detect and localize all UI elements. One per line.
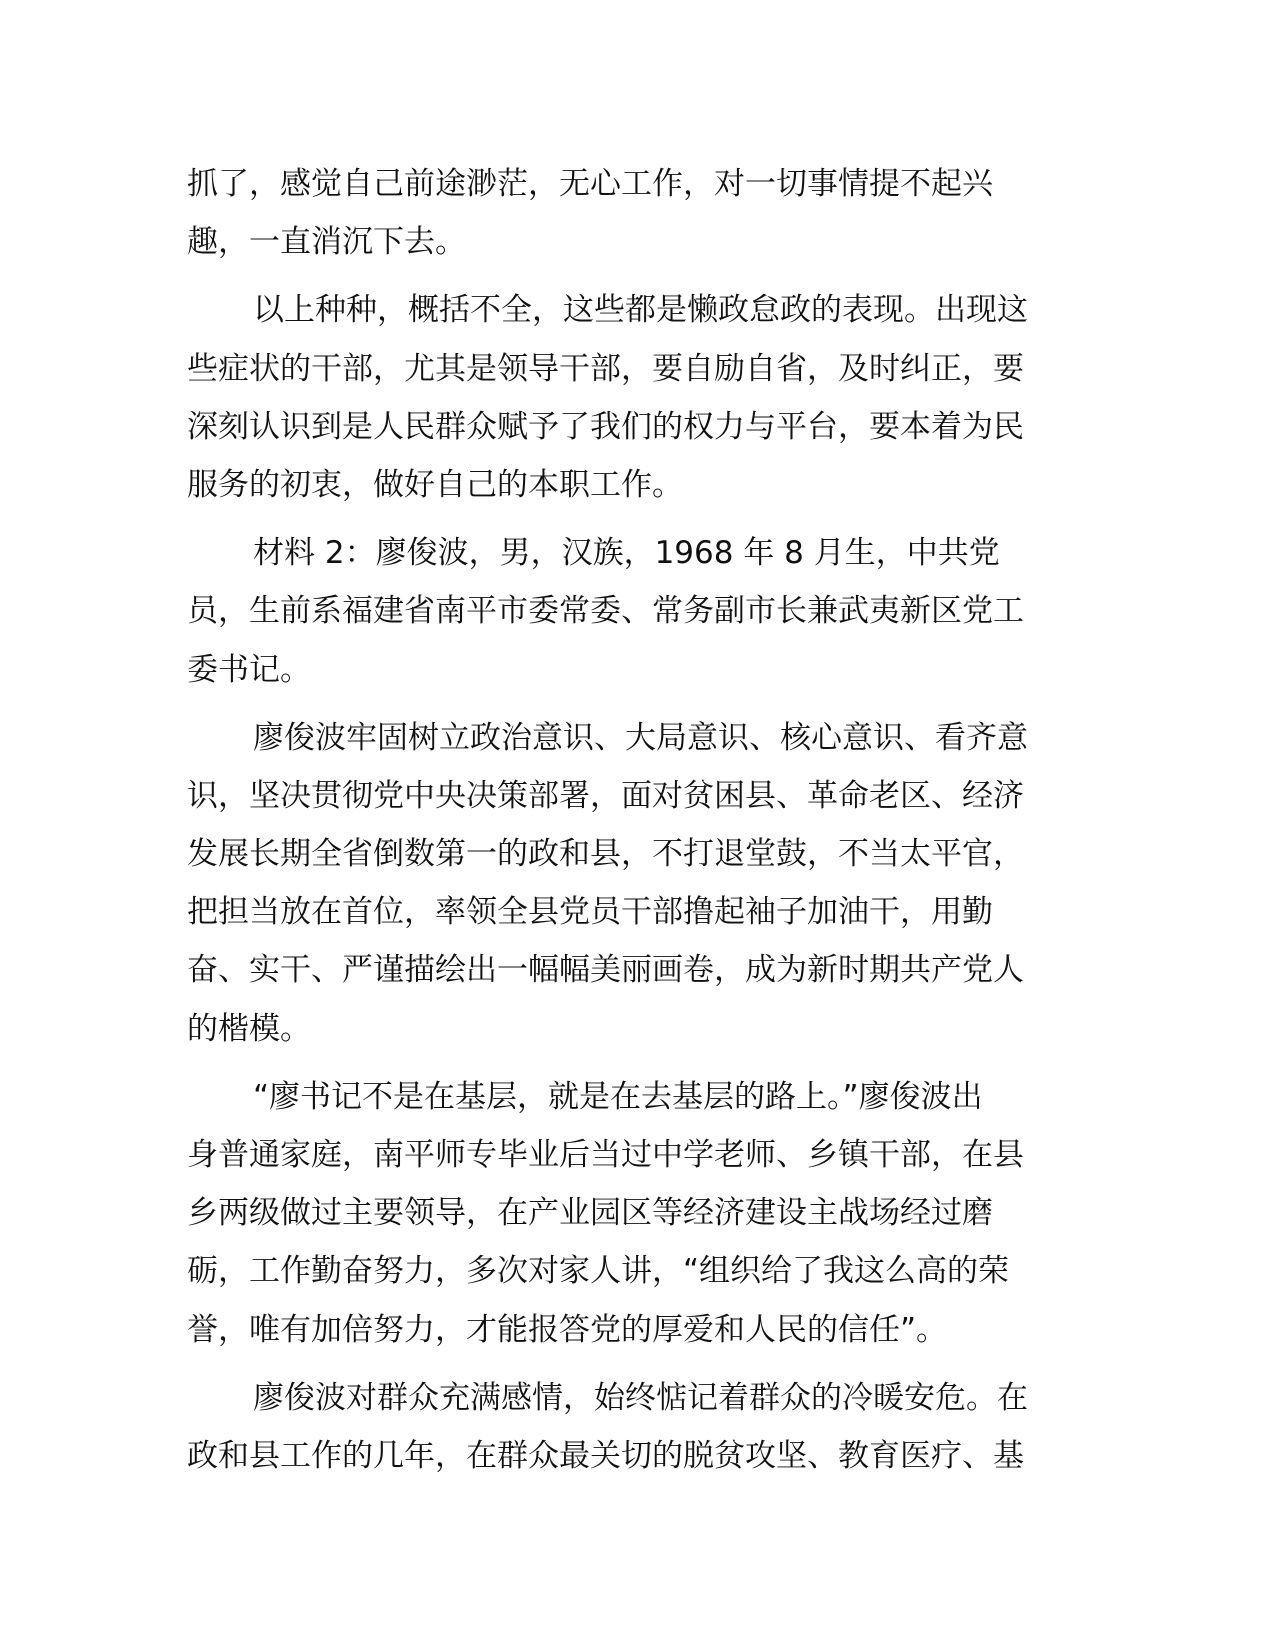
text-line: 材料 2：廖俊波，男，汉族，1968 年 8 月生，中共党 xyxy=(253,535,1000,572)
text-line: 以上种种，概括不全，这些都是懒政怠政的表现。出现这 xyxy=(253,292,1028,329)
paragraph-grassroots xyxy=(187,1068,1087,1359)
text-line: 廖俊波牢固树立政治意识、大局意识、核心意识、看齐意 xyxy=(253,719,1028,756)
text-line: 的楷模。 xyxy=(187,1010,311,1047)
text-line: 廖俊波对群众充满感情，始终惦记着群众的冷暖安危。在 xyxy=(253,1379,1028,1416)
text-line: 委书记。 xyxy=(187,651,311,688)
text-line: 识，坚决贯彻党中央决策部署，面对贫困县、革命老区、经济 xyxy=(187,777,1024,814)
text-line: 政和县工作的几年，在群众最关切的脱贫攻坚、教育医疗、基 xyxy=(187,1437,1024,1474)
text-line: 乡两级做过主要领导，在产业园区等经济建设主战场经过磨 xyxy=(187,1195,993,1232)
paragraph-political-awareness xyxy=(187,709,1087,1058)
text-line: 身普通家庭，南平师专毕业后当过中学老师、乡镇干部，在县 xyxy=(187,1137,1024,1173)
text-line: 服务的初衷，做好自己的本职工作。 xyxy=(187,466,683,503)
paragraph-material-2-intro xyxy=(187,524,1087,699)
paragraph-care-for-masses xyxy=(187,1369,1087,1485)
text-line: 深刻认识到是人民群众赋予了我们的权力与平台，要本着为民 xyxy=(187,408,1024,445)
paragraph-lazy-governance-summary xyxy=(187,281,1087,514)
text-line: 抓了，感觉自己前途渺茫，无心工作，对一切事情提不起兴 xyxy=(187,166,993,202)
text-line: “廖书记不是在基层，就是在去基层的路上。”廖俊波出 xyxy=(253,1078,983,1115)
text-line: 奋、实干、严谨描绘出一幅幅美丽画卷，成为新时期共产党人 xyxy=(187,952,1024,989)
text-line: 发展长期全省倒数第一的政和县，不打退堂鼓，不当太平官， xyxy=(187,836,1024,873)
text-line: 把担当放在首位，率领全县党员干部撸起袖子加油干，用勤 xyxy=(187,894,993,931)
document-body xyxy=(187,155,1087,1495)
paragraph-continuation xyxy=(187,155,1087,271)
text-line: 砺，工作勤奋努力，多次对家人讲，“组织给了我这么高的荣 xyxy=(187,1253,1010,1290)
text-line: 员，生前系福建省南平市委常委、常务副市长兼武夷新区党工 xyxy=(187,593,1024,630)
text-line: 趣，一直消沉下去。 xyxy=(187,224,466,261)
text-line: 些症状的干部，尤其是领导干部，要自励自省，及时纠正，要 xyxy=(187,350,1024,387)
text-line: 誉，唯有加倍努力，才能报答党的厚爱和人民的信任”。 xyxy=(187,1311,948,1348)
